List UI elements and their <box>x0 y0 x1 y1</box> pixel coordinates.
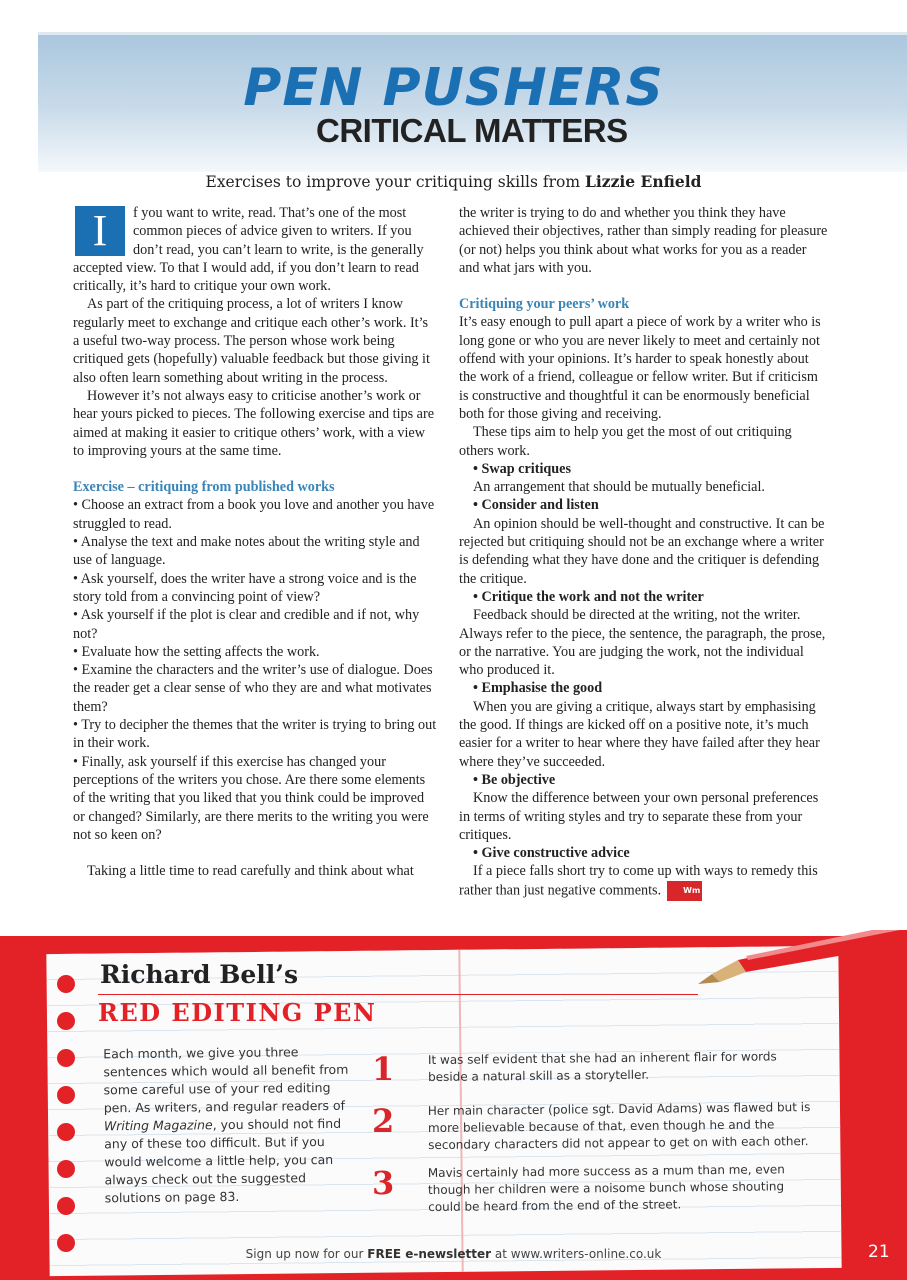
binder-hole <box>57 1197 75 1215</box>
exercise-heading: Exercise – critiquing from published works <box>73 479 335 496</box>
exercise-bullet: • Ask yourself, does the writer have a strong voice and is the story told from a convincing point of view? <box>73 570 417 605</box>
tip-title: • Critique the work and not the writer <box>473 588 704 605</box>
closing-paragraph-start: Taking a little time to read carefully and think about what <box>87 863 414 880</box>
continuation-paragraph: the writer is trying to do and whether you think they have achieved their objectives, rather than simply reading for pleasure (or not) helps you think about what works for you as a reader and what jars with you. <box>459 205 828 276</box>
intro-text-a: Each month, we give you three sentences which would all benefit from some careful use of your red editing pen. As writers, and regular readers of <box>103 1044 349 1116</box>
tip-body-text: If a piece falls short try to come up with ways to remedy this rather than just negative comments. <box>459 863 818 899</box>
exercise-bullet: • Try to decipher the themes that the writer is trying to bring out in their work. <box>73 717 437 752</box>
sentence-number: 3 <box>372 1164 395 1202</box>
red-pen-icon <box>690 930 907 990</box>
tip-title: • Give constructive advice <box>473 845 630 862</box>
binder-hole <box>57 1049 75 1067</box>
sentence-text: Her main character (police sgt. David Adams) was flawed but is more believable because of that, even though he and the secondary characters did not appear to get on with each other. <box>427 1100 811 1153</box>
binder-hole <box>57 1086 75 1104</box>
footer-promo <box>0 1247 907 1261</box>
page-title: PEN PUSHERS <box>243 58 664 118</box>
binder-hole <box>57 1160 75 1178</box>
intro-text-b: , you should not find any of these too difficult. But if you would welcome a little help, you can always check out the suggested solutions on page 83. <box>104 1115 342 1206</box>
tip-body-last <box>459 862 829 901</box>
tip-body: An opinion should be well-thought and constructive. It can be rejected but critiquing should not be an exchange where a writer is defending what they have done and the critiquer is defending the critique. <box>459 515 825 587</box>
footer-bold: FREE e-newsletter <box>367 1247 492 1261</box>
peers-paragraph-2: These tips aim to help you get the most of out critiquing others work. <box>459 424 792 459</box>
left-column <box>73 204 437 880</box>
drop-cap: I <box>75 206 125 256</box>
peers-paragraph-1: It’s easy enough to pull apart a piece of work by a writer who is long gone or who you are never likely to meet and certainly not offend with your opinions. It’s harder to speak honestly about the work of a friend, colleague or fellow writer. But if criticism is constructive and thoughtful it can be enormously beneficial both for those giving and receiving. <box>459 314 821 422</box>
tip-body: Know the difference between your own personal preferences in terms of writing styles and try to separate these from your critiques. <box>459 790 819 843</box>
feature-underline <box>98 994 698 995</box>
right-column <box>459 204 829 901</box>
tip-title: • Consider and listen <box>473 497 599 514</box>
tip-title: • Emphasise the good <box>473 680 603 697</box>
sentence-text: It was self evident that she had an inherent flair for words beside a natural skill as a storyteller. <box>427 1049 777 1085</box>
sentence-number: 2 <box>372 1102 395 1140</box>
header-top-edge <box>38 32 907 35</box>
exercise-bullet: • Ask yourself if the plot is clear and credible and if not, why not? <box>73 607 420 642</box>
tip-title: • Be objective <box>473 771 556 788</box>
intro-text: f you want to write, read. That’s one of the most common pieces of advice given to writers. If you don’t read, you can’t learn to write, is the generally accepted view. To that I would add, if you don’t learn to read critically, it’s hard to critique your own work. <box>73 205 424 295</box>
standfirst-text: Exercises to improve your critiquing skills from <box>205 173 585 191</box>
footer-url: at www.writers-online.co.uk <box>491 1247 662 1261</box>
magazine-name: Writing Magazine <box>103 1117 213 1134</box>
sentence-text: Mavis certainly had more success as a mum than me, even though her children were a noisome bunch whose shouting could be heard from the end of the street. <box>427 1162 785 1215</box>
tip-body: When you are giving a critique, always start by emphasising the good. If things are kicked off on a positive note, it’s much easier for a writer to hear where they have failed after they hear where they’ve succeeded. <box>459 698 820 770</box>
page-subtitle: CRITICAL MATTERS <box>316 112 628 149</box>
exercise-bullet: • Evaluate how the setting affects the work. <box>73 643 320 660</box>
binder-hole <box>57 975 75 993</box>
intro-paragraph <box>73 204 437 295</box>
author-name: Lizzie Enfield <box>585 172 702 191</box>
feature-title: RED EDITING PEN <box>98 998 377 1027</box>
footer-prefix: Sign up now for our <box>245 1247 368 1261</box>
paragraph-2: As part of the critiquing process, a lot of writers I know regularly meet to exchange and critique each other’s work. It’s a useful two-way process. The person whose work being critiqued gets (hopefully) valuable feedback but those giving it also often learn something about writing in the process. <box>73 296 430 386</box>
paragraph-3: However it’s not always easy to criticise another’s work or hear yours picked to pieces. The following exercise and tips are aimed at making it easier to critique others’ work, with a view to improving yours at the same time. <box>73 387 434 459</box>
tip-title: • Swap critiques <box>473 460 571 477</box>
binder-hole <box>57 1012 75 1030</box>
sentence-number: 1 <box>372 1050 395 1088</box>
tip-body: Feedback should be directed at the writing, not the writer. Always refer to the piece, the sentence, the paragraph, the prose, or the narrative. You are judging the work, not the individual who produced it. <box>459 607 826 679</box>
tip-body: An arrangement that should be mutually beneficial. <box>473 479 765 496</box>
peers-heading: Critiquing your peers’ work <box>459 296 630 313</box>
feature-author: Richard Bell’s <box>100 960 299 989</box>
binder-hole <box>57 1123 75 1141</box>
exercise-bullet: • Choose an extract from a book you love and another you have struggled to read. <box>73 497 435 532</box>
page-number: 21 <box>868 1242 890 1262</box>
standfirst <box>0 172 907 191</box>
end-mark-logo: Wm <box>667 881 702 901</box>
exercise-bullet: • Examine the characters and the writer’s use of dialogue. Does the reader get a clear sense of who they are and what motivates them? <box>73 662 433 715</box>
exercise-bullet: • Finally, ask yourself if this exercise has changed your perceptions of the writers you chose. Are there some elements of the writing that you liked that you think could be improved or changed? Similarly, are there merits to the writing you were not so keen on? <box>73 753 429 843</box>
feature-intro <box>103 1043 360 1208</box>
exercise-bullet: • Analyse the text and make notes about the writing style and use of language. <box>73 534 420 569</box>
